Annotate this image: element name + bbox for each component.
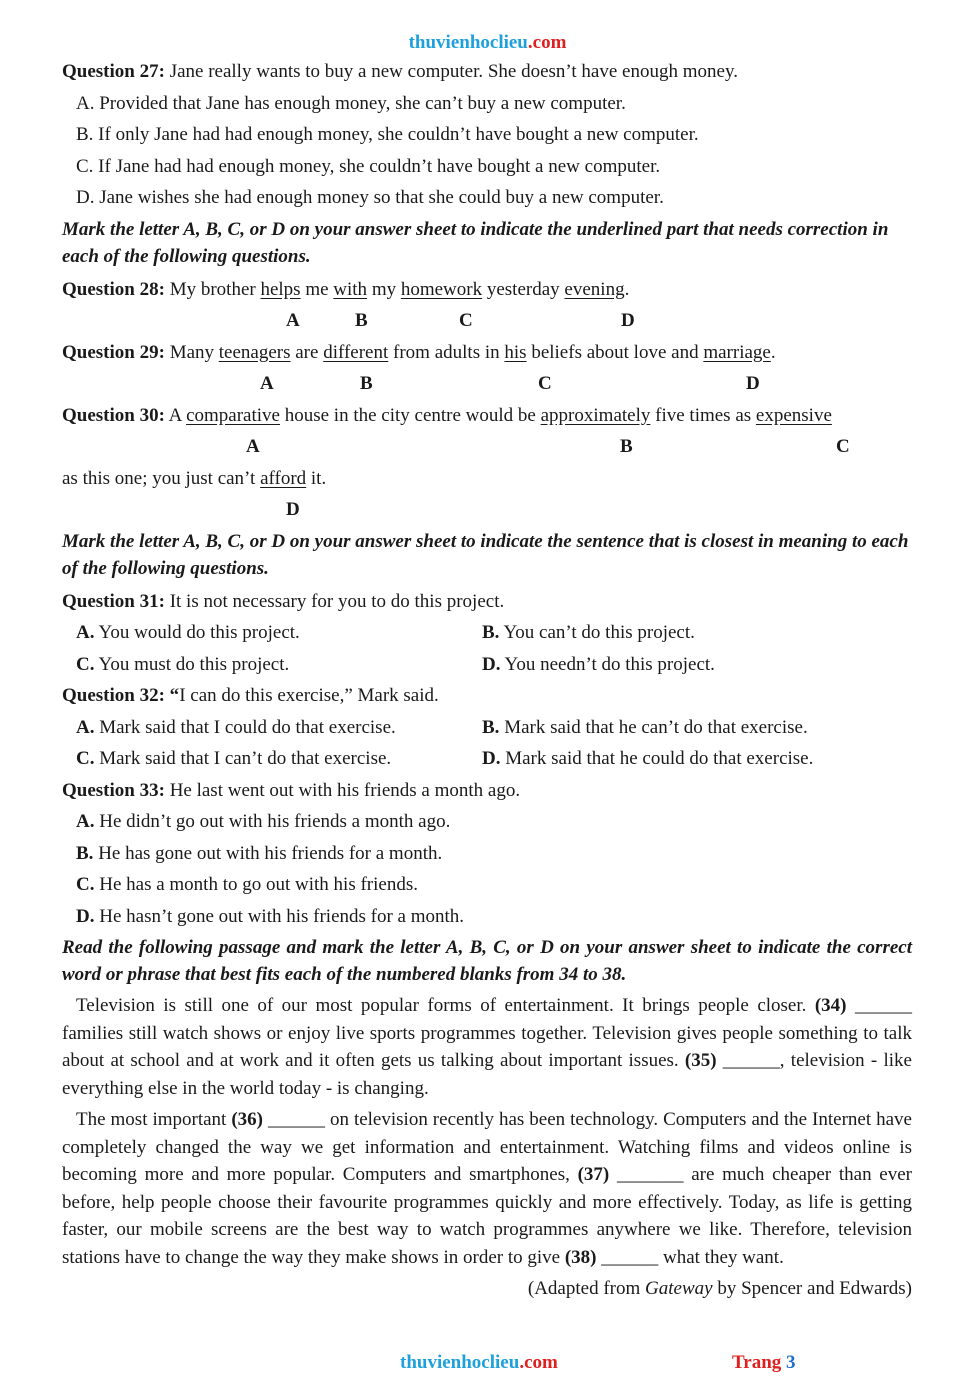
question-33: [62, 775, 912, 807]
blank-34: (34): [814, 995, 847, 1016]
option-letter: D.: [76, 905, 95, 927]
question-32-stem: I can do this exercise,” Mark said.: [179, 685, 439, 706]
option-text: He didn’t go out with his friends a month ago.: [94, 811, 451, 832]
footer-page-num: 3: [786, 1352, 796, 1373]
question-29-text: from adults in: [388, 341, 505, 363]
option-text: Mark said that I can’t do that exercise.: [94, 748, 392, 769]
question-27-option-d: D. Jane wishes she had enough money so that she could buy a new computer.: [76, 187, 664, 208]
blank-35: (35): [684, 1050, 717, 1071]
letter-d: D: [746, 373, 760, 394]
option-text: Mark said that I could do that exercise.: [94, 716, 396, 738]
question-30-text: A: [164, 404, 187, 426]
question-29-underline-d: marriage: [703, 341, 771, 363]
source-text: (Adapted from: [527, 1278, 646, 1299]
option-letter: B.: [482, 716, 500, 738]
option-letter: C.: [76, 748, 95, 769]
question-29-text: beliefs about love and: [526, 341, 704, 363]
question-30-continued: [62, 463, 912, 495]
question-28-underline-b: with: [333, 278, 368, 300]
option-text: You would do this project.: [94, 622, 300, 643]
footer-site-name: [400, 1352, 558, 1374]
question-31-options-row-1: [62, 617, 912, 649]
question-32-option-c: [62, 743, 482, 775]
footer-page-number: [732, 1352, 796, 1374]
question-31-option-c: [62, 649, 482, 681]
question-28-text: .: [624, 278, 630, 300]
question-32-option-a: [62, 712, 482, 744]
question-27-stem: Jane really wants to buy a new computer. She doesn’t have enough money.: [164, 61, 738, 82]
option-letter: B.: [482, 622, 500, 643]
question-28-underline-a: helps: [260, 278, 301, 300]
question-29-underline-c: his: [504, 341, 527, 363]
source-text: by Spencer and Edwards): [712, 1278, 912, 1299]
question-27-option-b: B. If only Jane had had enough money, she couldn’t have bought a new computer.: [76, 124, 699, 145]
question-30-text: as this one; you just can’t: [62, 467, 261, 489]
question-28: [62, 274, 912, 306]
header-site-name: [0, 32, 975, 54]
footer-site-blue: thuvienhoclieu: [400, 1352, 520, 1373]
question-33-option-b: [62, 838, 912, 870]
question-33-stem: He last went out with his friends a month ago.: [164, 779, 521, 801]
passage-paragraph-1: [62, 992, 912, 1102]
option-letter: B.: [76, 842, 94, 864]
question-32-option-d: [482, 743, 912, 775]
footer-site-red: .com: [519, 1352, 558, 1373]
question-28-underline-c: homework: [400, 278, 483, 300]
letter-c: C: [538, 373, 552, 394]
question-28-letters: [62, 305, 912, 337]
instruction-cloze-passage: Read the following passage and mark the letter A, B, C, or D on your answer sheet to indicate the correct word or phrase that best fits each of the numbered blanks from 34 to 38.: [62, 937, 912, 985]
question-29-underline-a: teenagers: [218, 341, 291, 363]
option-text: You needn’t do this project.: [500, 653, 715, 675]
passage-text: ______, television - like everything else in the world today - is changing.: [62, 1050, 912, 1099]
passage-paragraph-2: [62, 1106, 912, 1271]
letter-a: A: [286, 310, 300, 331]
question-30-letters-2: [62, 494, 912, 526]
question-31-label: Question 31:: [62, 590, 165, 612]
question-29-label: Question 29:: [62, 341, 165, 363]
question-31: [62, 586, 912, 618]
passage-text: ______ on television recently has been technology. Computers and the Internet have completely changed the way we get information and entertainment. Watching films and videos online is becoming more and more popular. Computers and smartphones,: [62, 1109, 912, 1185]
question-29: [62, 337, 912, 369]
content: [62, 56, 912, 1305]
question-31-option-b: [482, 617, 912, 649]
option-text: He hasn’t gone out with his friends for a month.: [94, 905, 465, 927]
question-32-option-b: [482, 712, 912, 744]
option-text: You can’t do this project.: [499, 622, 695, 643]
question-30-underline-b: approximately: [540, 404, 651, 426]
letter-b: B: [355, 310, 368, 331]
letter-d: D: [621, 310, 635, 331]
blank-37: (37): [577, 1164, 610, 1185]
letter-b: B: [360, 373, 373, 394]
question-27: [62, 56, 912, 88]
question-30-text: five times as: [650, 404, 756, 426]
letter-d: D: [286, 499, 300, 520]
question-29-letters: [62, 368, 912, 400]
question-29-underline-b: different: [323, 341, 389, 363]
passage-source: [62, 1273, 912, 1305]
question-29-text: .: [770, 341, 776, 363]
question-30-underline-a: comparative: [186, 404, 280, 426]
question-33-label: Question 33:: [62, 779, 165, 801]
instruction-error-identification: Mark the letter A, B, C, or D on your answer sheet to indicate the underlined part that needs correction in each of the following questions.: [62, 218, 889, 267]
letter-b: B: [620, 436, 633, 457]
instruction-closest-meaning: Mark the letter A, B, C, or D on your answer sheet to indicate the sentence that is closest in meaning to each of the following questions.: [62, 530, 909, 579]
passage-text: ______ families still watch shows or enjoy live sports programmes together. Television gives people something to talk about at school and at work and it often gets us talking about important issues.: [62, 995, 912, 1071]
letter-c: C: [459, 310, 473, 331]
question-28-label: Question 28:: [62, 278, 165, 300]
option-letter: C.: [76, 653, 95, 675]
option-letter: D.: [482, 748, 501, 769]
question-30: [62, 400, 912, 432]
question-30-text: house in the city centre would be: [279, 404, 541, 426]
question-32-options-row-1: [62, 712, 912, 744]
question-28-text: my: [367, 278, 401, 300]
header-site-blue: thuvienhoclieu: [408, 32, 528, 53]
question-27-option-a: A. Provided that Jane has enough money, she can’t buy a new computer.: [76, 92, 626, 114]
question-30-text: it.: [306, 467, 327, 489]
question-29-text: are: [290, 341, 324, 363]
question-28-text: yesterday: [482, 278, 565, 300]
option-letter: C.: [76, 874, 95, 895]
question-29-text: Many: [164, 341, 219, 363]
option-letter: A.: [76, 716, 95, 738]
question-33-option-a: [62, 806, 912, 838]
question-31-option-d: [482, 649, 912, 681]
question-27-option-c: C. If Jane had had enough money, she couldn’t have bought a new computer.: [76, 155, 661, 177]
footer-page-label: Trang: [732, 1352, 787, 1373]
question-32-label: Question 32: “: [62, 685, 180, 706]
question-31-options-row-2: [62, 649, 912, 681]
question-32: [62, 680, 912, 712]
question-28-underline-d: evening: [564, 278, 625, 300]
option-letter: A.: [76, 622, 95, 643]
header-site-red: .com: [527, 32, 567, 53]
letter-a: A: [260, 373, 274, 394]
passage-text: _______ are much cheaper than ever before, help people choose their favourite programmes quickly and more effectively. Today, as life is getting faster, our mobile screens are the best way to watch programmes anywhere we like. Therefore, television stations have to change the way they make shows in order to give: [62, 1164, 912, 1268]
blank-36: (36): [231, 1109, 263, 1130]
question-33-option-d: [62, 901, 912, 933]
question-30-underline-d: afford: [260, 467, 307, 489]
option-text: Mark said that he can’t do that exercise.: [499, 716, 808, 738]
passage-text: Television is still one of our most popular forms of entertainment. It brings people closer.: [76, 995, 815, 1016]
question-30-letters: [62, 431, 912, 463]
option-letter: A.: [76, 811, 95, 832]
question-28-text: me: [300, 278, 334, 300]
letter-c: C: [836, 436, 850, 457]
question-31-stem: It is not necessary for you to do this project.: [164, 590, 505, 612]
question-27-label: Question 27:: [62, 61, 165, 82]
question-30-underline-c: expensive: [755, 404, 832, 426]
passage-text: ______ what they want.: [596, 1246, 784, 1268]
letter-a: A: [246, 436, 260, 457]
question-30-label: Question 30:: [62, 404, 165, 426]
question-33-option-c: [62, 869, 912, 901]
option-text: He has a month to go out with his friends.: [94, 874, 418, 895]
source-book-title: Gateway: [645, 1278, 713, 1299]
question-28-text: My brother: [164, 278, 261, 300]
option-text: Mark said that he could do that exercise.: [500, 748, 814, 769]
option-text: He has gone out with his friends for a month.: [93, 842, 443, 864]
question-31-option-a: [62, 617, 482, 649]
question-32-options-row-2: [62, 743, 912, 775]
blank-38: (38): [564, 1246, 597, 1268]
option-text: You must do this project.: [94, 653, 290, 675]
option-letter: D.: [482, 653, 501, 675]
passage-text: The most important: [76, 1109, 232, 1130]
